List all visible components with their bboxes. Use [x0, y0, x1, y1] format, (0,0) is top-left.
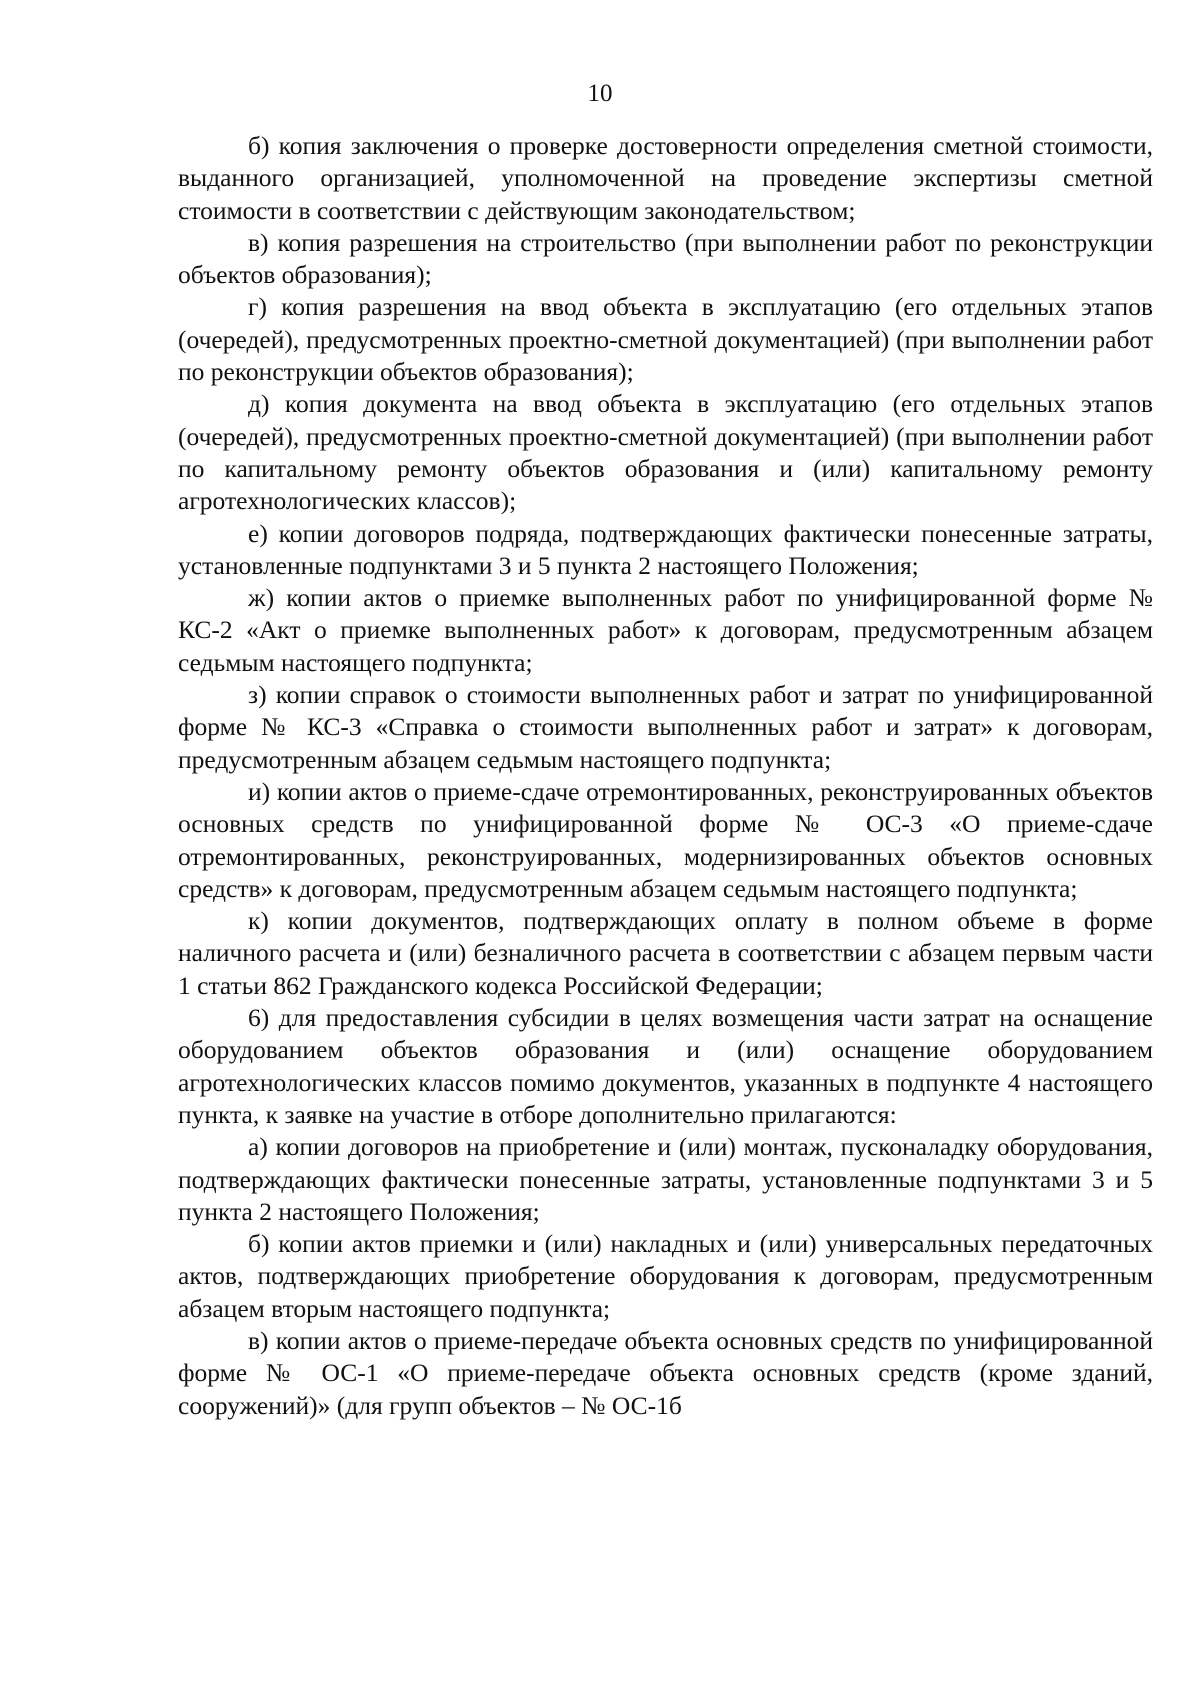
paragraph-z-ks3-certificates: з) копии справок о стоимости выполненных работ и затрат по унифицированной форме № КС-3 «Справка о стоимости выполненных работ и затрат» к договорам, предусмотренным абзацем седьмым настоящего подпункта;	[178, 680, 1153, 774]
paragraph-v-construction-permit: в) копия разрешения на строительство (при выполнении работ по реконструкции объектов образования);	[178, 227, 1153, 290]
paragraph-b-estimate-conclusion: б) копия заключения о проверке достоверности определения сметной стоимости, выданного организацией, уполномоченной на проведение экспертизы сметной стоимости в соответствии с действующим законодательством;	[178, 131, 1153, 225]
paragraph-b-acceptance-acts: б) копии актов приемки и (или) накладных и (или) универсальных передаточных актов, подтверждающих приобретение оборудования к договорам, предусмотренным абзацем вторым настоящего подпункта;	[178, 1229, 1153, 1323]
page-number: 10	[587, 80, 613, 107]
paragraph-e-contracts: е) копии договоров подряда, подтверждающих фактически понесенные затраты, установленные подпунктами 3 и 5 пункта 2 настоящего Положения;	[178, 518, 1153, 580]
paragraph-a-equipment-contracts: а) копии договоров на приобретение и (или) монтаж, пусконаладку оборудования, подтверждающих фактически понесенные затраты, установленные подпунктами 3 и 5 пункта 2 настоящего Положения;	[178, 1132, 1153, 1226]
paragraph-zh-ks2-acts: ж) копии актов о приемке выполненных работ по унифицированной форме № КС-2 «Акт о приемке выполненных работ» к договорам, предусмотренным абзацем седьмым настоящего подпункта;	[178, 583, 1153, 677]
paragraph-v-os1-acts: в) копии актов о приеме-передаче объекта основных средств по унифицированной форме № ОС-1 «О приеме-передаче объекта основных средств (кроме зданий, сооружений)» (для групп объектов – № ОС-1б	[178, 1325, 1153, 1420]
paragraph-g-commissioning-permit: г) копия разрешения на ввод объекта в эксплуатацию (его отдельных этапов (очередей), предусмотренных проектно-сметной документацией) (при выполнении работ по реконструкции объектов образования);	[178, 292, 1153, 387]
paragraph-i-os3-acts: и) копии актов о приеме-сдаче отремонтированных, реконструированных объектов основных средств по унифицированной форме № ОС-3 «О приеме-сдаче отремонтированных, реконструированных, модернизированных объектов основных средств» к договорам, предусмотренным абзацем седьмым настоящего подпункта;	[178, 776, 1153, 903]
paragraph-6-equipment-subsidy: 6) для предоставления субсидии в целях возмещения части затрат на оснащение оборудованием объектов образования и (или) оснащение оборудованием агротехнологических классов помимо документов, указанных в подпункте 4 настоящего пункта, к заявке на участие в отборе дополнительно прилагаются:	[178, 1003, 1153, 1129]
paragraph-d-commissioning-document: д) копия документа на ввод объекта в эксплуатацию (его отдельных этапов (очередей), предусмотренных проектно-сметной документацией) (при выполнении работ по капитальному ремонту объектов образования и (или) капитальному ремонту агротехнологических классов);	[178, 389, 1153, 516]
paragraph-k-payment-documents: к) копии документов, подтверждающих оплату в полном объеме в форме наличного расчета и (или) безналичного расчета в соответствии с абзацем первым части 1 статьи 862 Гражданского кодекса Российской Федерации;	[178, 906, 1153, 1000]
document-body	[178, 130, 1153, 1422]
